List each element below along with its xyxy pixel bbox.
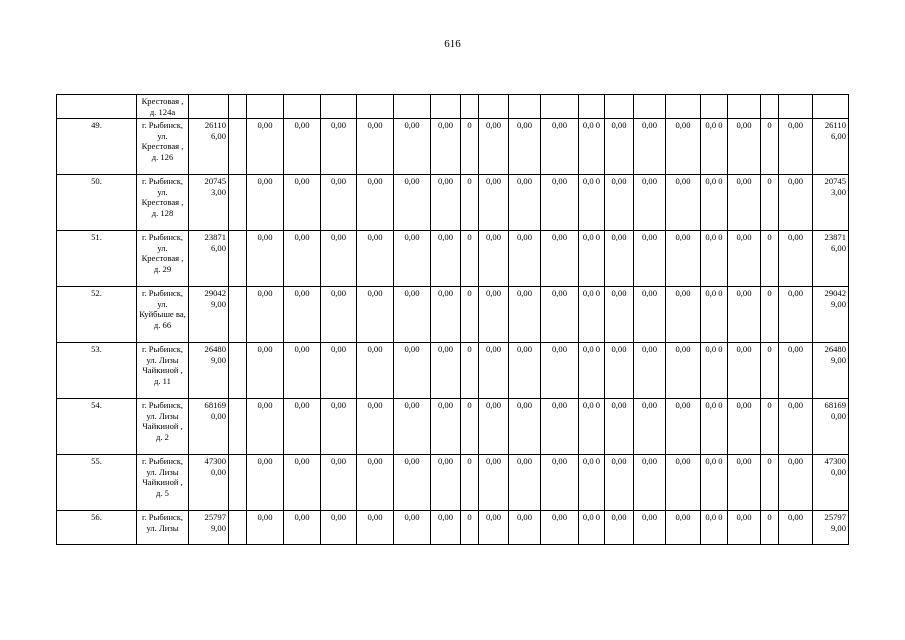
page-number: 616 xyxy=(444,38,461,50)
total-sum-cell: 26480 9,00 xyxy=(813,343,849,399)
value-cell: 0,00 xyxy=(728,343,761,399)
value-cell: 0,00 xyxy=(666,399,701,455)
address-cell: г. Рыбинск, ул. Крестовая , д. 128 xyxy=(137,175,189,231)
value-cell: 0,00 xyxy=(321,343,357,399)
value-cell: 0,00 xyxy=(728,511,761,545)
value-cell: 0 xyxy=(761,343,779,399)
value-cell xyxy=(394,95,431,119)
value-cell: 0,00 xyxy=(605,343,634,399)
budget-table xyxy=(56,94,849,545)
value-cell: 0,00 xyxy=(284,175,321,231)
value-cell: 0,00 xyxy=(634,231,666,287)
total-sum-cell: 47300 0,00 xyxy=(813,455,849,511)
value-cell: 0,00 xyxy=(247,287,284,343)
value-cell: 0,00 xyxy=(431,455,461,511)
table-row xyxy=(57,287,849,343)
address-cell: Крестовая , д. 124а xyxy=(137,95,189,119)
value-cell xyxy=(666,95,701,119)
value-cell: 0,00 xyxy=(357,231,394,287)
row-number-cell: 49. xyxy=(57,119,137,175)
value-cell: 0,00 xyxy=(321,175,357,231)
value-cell: 0,0 0 xyxy=(701,511,728,545)
total-cost-cell: 29042 9,00 xyxy=(189,287,229,343)
value-cell: 0 xyxy=(761,175,779,231)
value-cell: 0 xyxy=(461,231,479,287)
value-cell: 0,00 xyxy=(779,343,813,399)
value-cell: 0,00 xyxy=(321,399,357,455)
value-cell: 0,00 xyxy=(779,119,813,175)
value-cell: 0,0 0 xyxy=(579,343,605,399)
value-cell: 0,00 xyxy=(284,231,321,287)
value-cell: 0 xyxy=(761,399,779,455)
value-cell: 0,00 xyxy=(728,175,761,231)
value-cell: 0,00 xyxy=(634,287,666,343)
value-cell: 0 xyxy=(761,119,779,175)
value-cell: 0,00 xyxy=(321,119,357,175)
value-cell: 0,00 xyxy=(321,287,357,343)
total-sum-cell: 26110 6,00 xyxy=(813,119,849,175)
value-cell: 0,00 xyxy=(357,455,394,511)
value-cell: 0,00 xyxy=(394,231,431,287)
value-cell: 0,00 xyxy=(541,399,579,455)
value-cell: 0,00 xyxy=(605,175,634,231)
value-cell: 0,00 xyxy=(394,175,431,231)
value-cell xyxy=(461,95,479,119)
value-cell: 0 xyxy=(461,343,479,399)
value-cell: 0,00 xyxy=(728,455,761,511)
value-cell: 0 xyxy=(461,119,479,175)
value-cell: 0,00 xyxy=(394,399,431,455)
value-cell: 0,00 xyxy=(479,175,509,231)
table-row xyxy=(57,231,849,287)
value-cell: 0,00 xyxy=(357,287,394,343)
value-cell: 0,0 0 xyxy=(701,231,728,287)
value-cell: 0,00 xyxy=(321,455,357,511)
value-cell xyxy=(229,95,247,119)
value-cell: 0,0 0 xyxy=(579,231,605,287)
total-sum-cell: 29042 9,00 xyxy=(813,287,849,343)
row-number-cell: 56. xyxy=(57,511,137,545)
value-cell: 0,00 xyxy=(247,175,284,231)
value-cell: 0,00 xyxy=(541,511,579,545)
address-cell: г. Рыбинск, ул. Лизы Чайкиной , д. 11 xyxy=(137,343,189,399)
value-cell: 0,00 xyxy=(284,119,321,175)
value-cell: 0,00 xyxy=(509,287,541,343)
value-cell xyxy=(229,231,247,287)
value-cell xyxy=(761,95,779,119)
value-cell xyxy=(509,95,541,119)
value-cell: 0,00 xyxy=(541,119,579,175)
value-cell: 0,00 xyxy=(666,175,701,231)
value-cell: 0,0 0 xyxy=(701,287,728,343)
value-cell: 0,0 0 xyxy=(701,455,728,511)
value-cell: 0,00 xyxy=(357,399,394,455)
address-cell: г. Рыбинск, ул. Куйбыше ва, д. 66 xyxy=(137,287,189,343)
value-cell xyxy=(229,399,247,455)
value-cell: 0,00 xyxy=(431,399,461,455)
value-cell: 0,00 xyxy=(541,287,579,343)
table-row xyxy=(57,343,849,399)
value-cell: 0,00 xyxy=(605,231,634,287)
value-cell: 0,00 xyxy=(479,511,509,545)
value-cell: 0 xyxy=(761,511,779,545)
value-cell: 0,00 xyxy=(541,343,579,399)
value-cell: 0,00 xyxy=(634,343,666,399)
value-cell: 0,0 0 xyxy=(701,119,728,175)
value-cell xyxy=(229,119,247,175)
value-cell: 0 xyxy=(761,287,779,343)
value-cell: 0,00 xyxy=(479,231,509,287)
value-cell: 0,0 0 xyxy=(579,175,605,231)
value-cell: 0,00 xyxy=(394,287,431,343)
value-cell: 0,00 xyxy=(247,119,284,175)
value-cell: 0,00 xyxy=(394,343,431,399)
value-cell xyxy=(634,95,666,119)
value-cell: 0,00 xyxy=(357,343,394,399)
value-cell: 0,00 xyxy=(509,511,541,545)
value-cell: 0,00 xyxy=(357,175,394,231)
value-cell xyxy=(247,95,284,119)
value-cell: 0,00 xyxy=(247,343,284,399)
value-cell: 0,00 xyxy=(634,511,666,545)
value-cell: 0,00 xyxy=(284,287,321,343)
value-cell xyxy=(579,95,605,119)
value-cell: 0 xyxy=(761,231,779,287)
total-cost-cell: 23871 6,00 xyxy=(189,231,229,287)
value-cell: 0,00 xyxy=(357,119,394,175)
value-cell: 0,00 xyxy=(634,399,666,455)
value-cell: 0 xyxy=(461,287,479,343)
address-cell: г. Рыбинск, ул. Лизы Чайкиной , д. 2 xyxy=(137,399,189,455)
value-cell: 0,00 xyxy=(605,119,634,175)
value-cell: 0,0 0 xyxy=(701,175,728,231)
row-number-cell: 53. xyxy=(57,343,137,399)
value-cell xyxy=(229,343,247,399)
value-cell: 0,00 xyxy=(509,119,541,175)
row-number-cell: 55. xyxy=(57,455,137,511)
value-cell: 0,00 xyxy=(247,511,284,545)
total-cost-cell: 26480 9,00 xyxy=(189,343,229,399)
value-cell xyxy=(229,175,247,231)
value-cell xyxy=(229,511,247,545)
value-cell xyxy=(779,95,813,119)
value-cell: 0,00 xyxy=(541,455,579,511)
value-cell: 0,00 xyxy=(728,119,761,175)
value-cell: 0,00 xyxy=(357,511,394,545)
value-cell xyxy=(357,95,394,119)
value-cell: 0,00 xyxy=(479,343,509,399)
total-sum-cell: 68169 0,00 xyxy=(813,399,849,455)
value-cell: 0,0 0 xyxy=(701,399,728,455)
value-cell: 0,00 xyxy=(321,231,357,287)
value-cell: 0,00 xyxy=(321,511,357,545)
value-cell: 0,00 xyxy=(431,175,461,231)
value-cell: 0,00 xyxy=(247,399,284,455)
value-cell: 0,00 xyxy=(284,455,321,511)
table-row xyxy=(57,95,849,119)
value-cell: 0,0 0 xyxy=(579,119,605,175)
value-cell: 0,00 xyxy=(479,399,509,455)
value-cell: 0,0 0 xyxy=(579,511,605,545)
address-cell: г. Рыбинск, ул. Крестовая , д. 126 xyxy=(137,119,189,175)
total-cost-cell: 26110 6,00 xyxy=(189,119,229,175)
value-cell: 0,00 xyxy=(779,231,813,287)
value-cell: 0,00 xyxy=(479,455,509,511)
row-number-cell: 54. xyxy=(57,399,137,455)
value-cell: 0,00 xyxy=(431,343,461,399)
value-cell: 0,00 xyxy=(666,343,701,399)
value-cell xyxy=(479,95,509,119)
value-cell: 0,00 xyxy=(284,511,321,545)
value-cell: 0,00 xyxy=(605,287,634,343)
value-cell: 0,00 xyxy=(728,287,761,343)
value-cell xyxy=(701,95,728,119)
value-cell: 0,0 0 xyxy=(701,343,728,399)
address-cell: г. Рыбинск, ул. Лизы Чайкиной , д. 5 xyxy=(137,455,189,511)
value-cell: 0,00 xyxy=(605,455,634,511)
row-number-cell: 51. xyxy=(57,231,137,287)
value-cell: 0 xyxy=(461,399,479,455)
value-cell: 0,00 xyxy=(541,175,579,231)
value-cell: 0,00 xyxy=(431,287,461,343)
total-sum-cell: 25797 9,00 xyxy=(813,511,849,545)
value-cell: 0,00 xyxy=(728,231,761,287)
value-cell xyxy=(229,287,247,343)
value-cell: 0,00 xyxy=(634,175,666,231)
value-cell xyxy=(728,95,761,119)
value-cell: 0,00 xyxy=(666,511,701,545)
value-cell: 0,00 xyxy=(431,511,461,545)
value-cell: 0,00 xyxy=(666,119,701,175)
table-row xyxy=(57,175,849,231)
value-cell: 0,00 xyxy=(394,511,431,545)
value-cell: 0,00 xyxy=(779,175,813,231)
value-cell: 0,00 xyxy=(634,119,666,175)
value-cell: 0,00 xyxy=(509,175,541,231)
table-row xyxy=(57,119,849,175)
value-cell xyxy=(541,95,579,119)
value-cell: 0,00 xyxy=(509,343,541,399)
total-sum-cell xyxy=(813,95,849,119)
value-cell: 0,00 xyxy=(509,231,541,287)
value-cell: 0,0 0 xyxy=(579,455,605,511)
total-cost-cell xyxy=(189,95,229,119)
value-cell: 0,0 0 xyxy=(579,399,605,455)
address-cell: г. Рыбинск, ул. Крестовая , д. 29 xyxy=(137,231,189,287)
value-cell: 0,0 0 xyxy=(579,287,605,343)
address-cell: г. Рыбинск, ул. Лизы xyxy=(137,511,189,545)
value-cell: 0 xyxy=(761,455,779,511)
row-number-cell xyxy=(57,95,137,119)
value-cell: 0,00 xyxy=(728,399,761,455)
value-cell: 0,00 xyxy=(284,399,321,455)
value-cell: 0,00 xyxy=(666,287,701,343)
value-cell: 0,00 xyxy=(479,119,509,175)
value-cell xyxy=(284,95,321,119)
value-cell: 0,00 xyxy=(394,119,431,175)
value-cell: 0,00 xyxy=(284,343,321,399)
value-cell xyxy=(431,95,461,119)
value-cell: 0 xyxy=(461,511,479,545)
value-cell: 0,00 xyxy=(509,399,541,455)
total-cost-cell: 25797 9,00 xyxy=(189,511,229,545)
row-number-cell: 52. xyxy=(57,287,137,343)
value-cell xyxy=(321,95,357,119)
value-cell: 0,00 xyxy=(779,287,813,343)
value-cell: 0,00 xyxy=(605,511,634,545)
table-row xyxy=(57,455,849,511)
value-cell: 0,00 xyxy=(779,511,813,545)
value-cell: 0,00 xyxy=(634,455,666,511)
total-sum-cell: 20745 3,00 xyxy=(813,175,849,231)
table-row xyxy=(57,399,849,455)
value-cell: 0,00 xyxy=(605,399,634,455)
value-cell: 0,00 xyxy=(394,455,431,511)
value-cell: 0 xyxy=(461,175,479,231)
value-cell: 0,00 xyxy=(247,231,284,287)
value-cell: 0,00 xyxy=(666,455,701,511)
value-cell xyxy=(605,95,634,119)
value-cell: 0,00 xyxy=(431,231,461,287)
total-cost-cell: 20745 3,00 xyxy=(189,175,229,231)
total-cost-cell: 68169 0,00 xyxy=(189,399,229,455)
row-number-cell: 50. xyxy=(57,175,137,231)
value-cell: 0,00 xyxy=(779,455,813,511)
value-cell: 0,00 xyxy=(247,455,284,511)
total-sum-cell: 23871 6,00 xyxy=(813,231,849,287)
table-row xyxy=(57,511,849,545)
value-cell: 0,00 xyxy=(541,231,579,287)
value-cell: 0 xyxy=(461,455,479,511)
total-cost-cell: 47300 0,00 xyxy=(189,455,229,511)
value-cell xyxy=(229,455,247,511)
value-cell: 0,00 xyxy=(431,119,461,175)
value-cell: 0,00 xyxy=(666,231,701,287)
value-cell: 0,00 xyxy=(779,399,813,455)
value-cell: 0,00 xyxy=(509,455,541,511)
value-cell: 0,00 xyxy=(479,287,509,343)
